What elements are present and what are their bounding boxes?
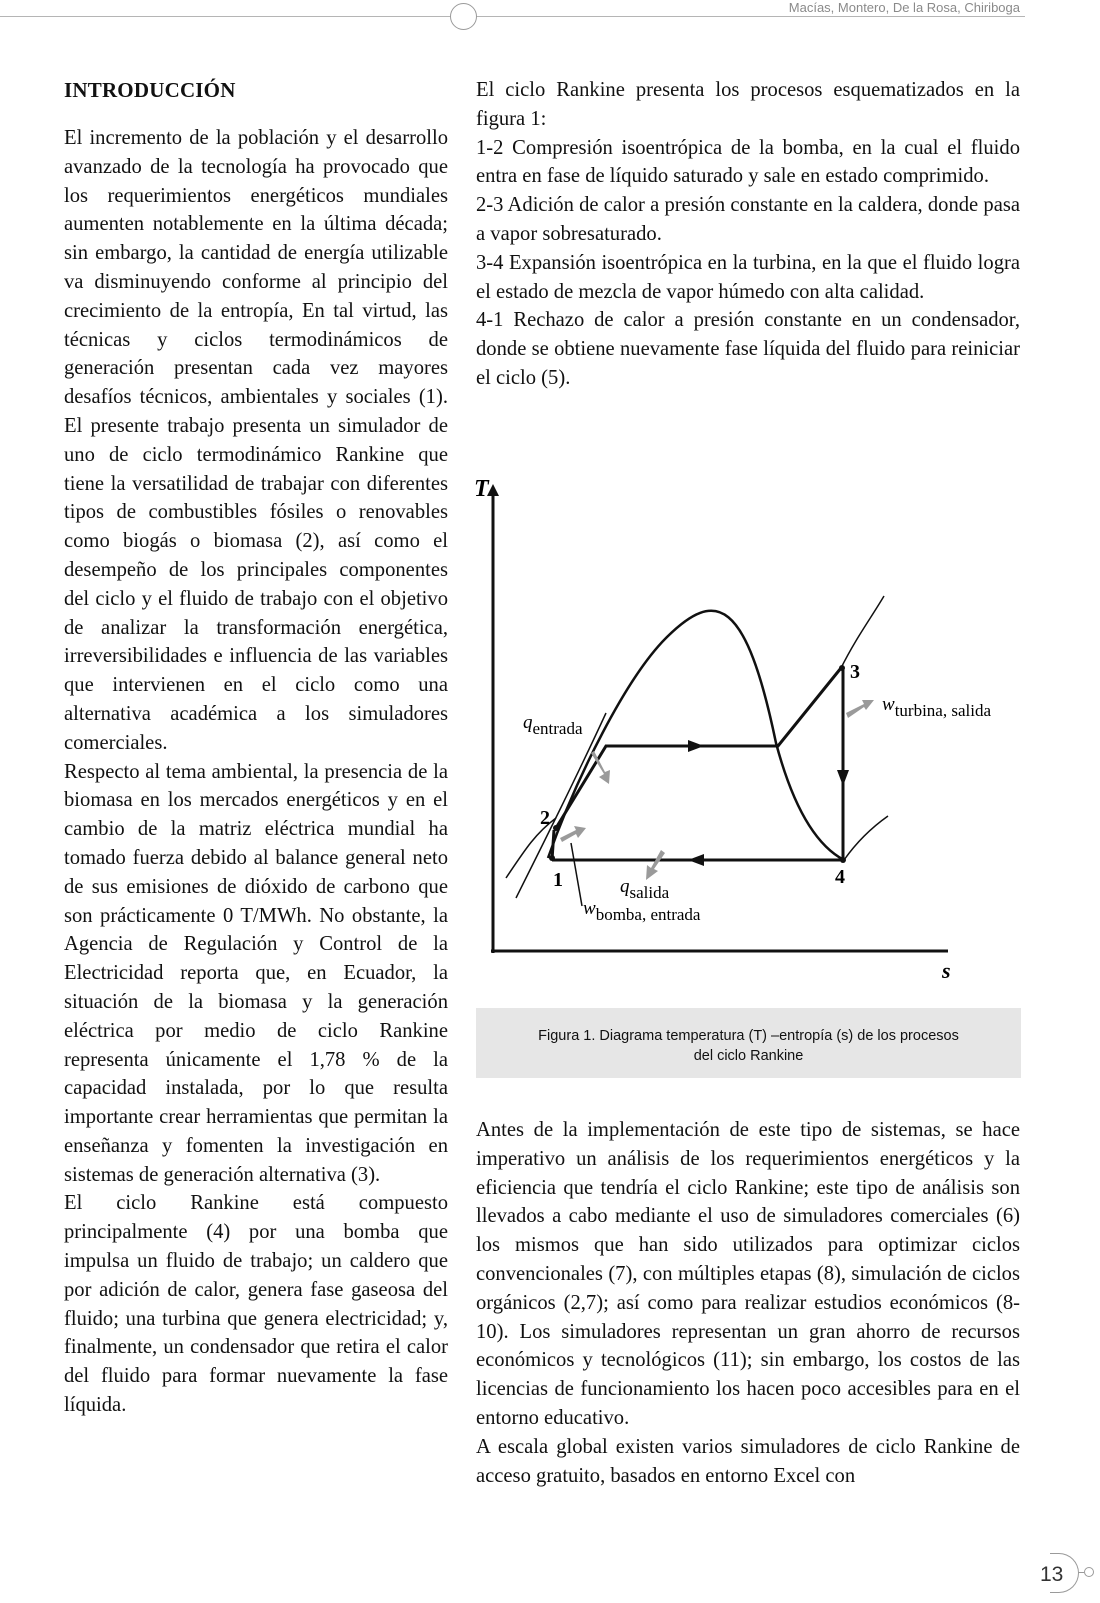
section-heading: INTRODUCCIÓN [64, 78, 236, 102]
process-3-4: 3-4 Expansión isoentrópica en la turbina, en la que el fluido logra el estado de mezcla de vapor húmedo con alta calidad. [476, 251, 1020, 303]
paragraph: Respecto al tema ambiental, la presencia de la biomasa en los mercados energéticos y en el cambio de la matriz eléctrica mundial ha tomado fuerza debido al balance general neto de sus emisiones de dióxido de carbono que son prácticamente 0 T/MWh. No obstante, la Agencia de Regulación y Control de la Electricidad reporta que, en Ecuador, la situación de la biomasa y la generación eléctrica por medio de ciclo Rankine representa únicamente el 1,78 % de la capacidad instalada, por lo que resulta importante crear herramientas que permitan la enseñanza y fomenten la investigación en sistemas de generación alternativa (3). [64, 760, 448, 1186]
paragraph: El incremento de la población y el desarrollo avanzado de la tecnología ha provocado que los requerimientos energéticos mundiales aumenten notablemente en la última década; sin embargo, la cantidad de energía utilizable va disminuyendo conforme al principio del crecimiento de la entropía, En tal virtud, las técnicas y ciclos termodinámicos de generación presentan cada vez mayores desafíos técnicos, ambientales y sociales (1). El presente trabajo presenta un simulador de uno de ciclo termodinámico Rankine que tiene la versatilidad de trabajar con diferentes tipos de combustibles fósiles o renovables como biogás o biomasa (2), así como el desempeño de los principales componentes del ciclo y el fluido de trabajo con el objetivo de analizar la transformación energética, irreversibilidades e influencia de las variables que intervienen en el ciclo como una alternativa académica a los simuladores comerciales. [64, 127, 448, 754]
right-column-bottom [476, 1116, 1020, 1490]
w-turbine-arrow [846, 700, 874, 718]
header-circle-ornament [450, 3, 477, 30]
figure-caption [476, 1026, 1021, 1066]
w-pump-label: wbomba, entrada [583, 898, 701, 924]
point-label-4: 4 [835, 866, 845, 888]
s-axis-label: s [942, 958, 951, 983]
arrow-2-3 [688, 740, 704, 752]
ts-diagram [476, 478, 1021, 1008]
header-rule [0, 16, 1025, 17]
superheat-curve [841, 596, 884, 668]
w-pump-leader [571, 843, 582, 906]
state-point-3 [839, 665, 845, 671]
state-point-4 [840, 857, 846, 863]
state-point-1 [549, 855, 555, 861]
q-out-arrow [646, 850, 665, 880]
point-label-2: 2 [540, 807, 550, 829]
paragraph: A escala global existen varios simuladores de ciclo Rankine de acceso gratuito, basados en entorno Excel con [476, 1435, 1020, 1487]
right-column-top [476, 76, 1020, 393]
process-1-2: 1-2 Compresión isoentrópica de la bomba, en la cual el fluido entra en fase de líquido saturado y sale en estado comprimido. [476, 136, 1020, 188]
page-number: 13 [1040, 1563, 1064, 1586]
ts-diagram-figure [476, 478, 1021, 1078]
point-label-3: 3 [850, 661, 860, 683]
caption-line-1: Figura 1. Diagrama temperatura (T) –entropía (s) de los procesos [538, 1028, 959, 1044]
paragraph: El ciclo Rankine presenta los procesos esquematizados en la figura 1: [476, 79, 1020, 130]
w-pump-arrow [560, 826, 586, 842]
arrow-4-1 [688, 854, 704, 866]
process-4-1: 4-1 Rechazo de calor a presión constante en un condensador, donde se obtiene nuevamente fase líquida del fluido para reiniciar el ciclo (5). [476, 309, 1020, 389]
q-out-label: qsalida [620, 876, 670, 902]
saturation-dome [548, 611, 844, 860]
paragraph: Antes de la implementación de este tipo de sistemas, se hace imperativo un análisis de los requerimientos energéticos y la eficiencia que tendría el ciclo Rankine; este tipo de análisis son llevados a cabo mediante el uso de simuladores comerciales (6) los mismos que han sido utilizados para optimizar ciclos convencionales (7), con múltiples etapas (8), simulación de ciclos orgánicos (2,7); así como para realizar estudios económicos (8-10). Los simuladores representan un gran ahorro de recursos económicos y tecnológicos (11); sin embargo, los costos de las licencias de funcionamiento los hacen poco accesibles para en el entorno educativo. [476, 1119, 1020, 1429]
process-2-3: 2-3 Adición de calor a presión constante en la caldera, donde pasa a vapor sobresaturado. [476, 194, 1020, 245]
w-turbine-label: wturbina, salida [882, 694, 991, 720]
running-header-authors: Macías, Montero, De la Rosa, Chiriboga [788, 0, 1020, 15]
caption-line-2: del ciclo Rankine [693, 1048, 804, 1064]
figure-caption-box [476, 1008, 1021, 1078]
left-column [64, 76, 448, 1420]
page-number-dot [1084, 1567, 1094, 1577]
arrow-3-4 [837, 770, 849, 786]
point-label-1: 1 [553, 869, 563, 891]
q-in-label: qentrada [523, 712, 583, 738]
state-point-2 [553, 825, 559, 831]
t-axis-label: T [474, 476, 489, 502]
paragraph: El ciclo Rankine está compuesto principalmente (4) por una bomba que impulsa un fluido de trabajo; un caldero que por adición de calor, genera fase gaseosa del fluido; una turbina que genera electricidad; y, finalmente, un condensador que retira el calor del fluido para formar nuevamente la fase líquida. [64, 1192, 448, 1417]
low-pressure-superheat [844, 816, 888, 860]
